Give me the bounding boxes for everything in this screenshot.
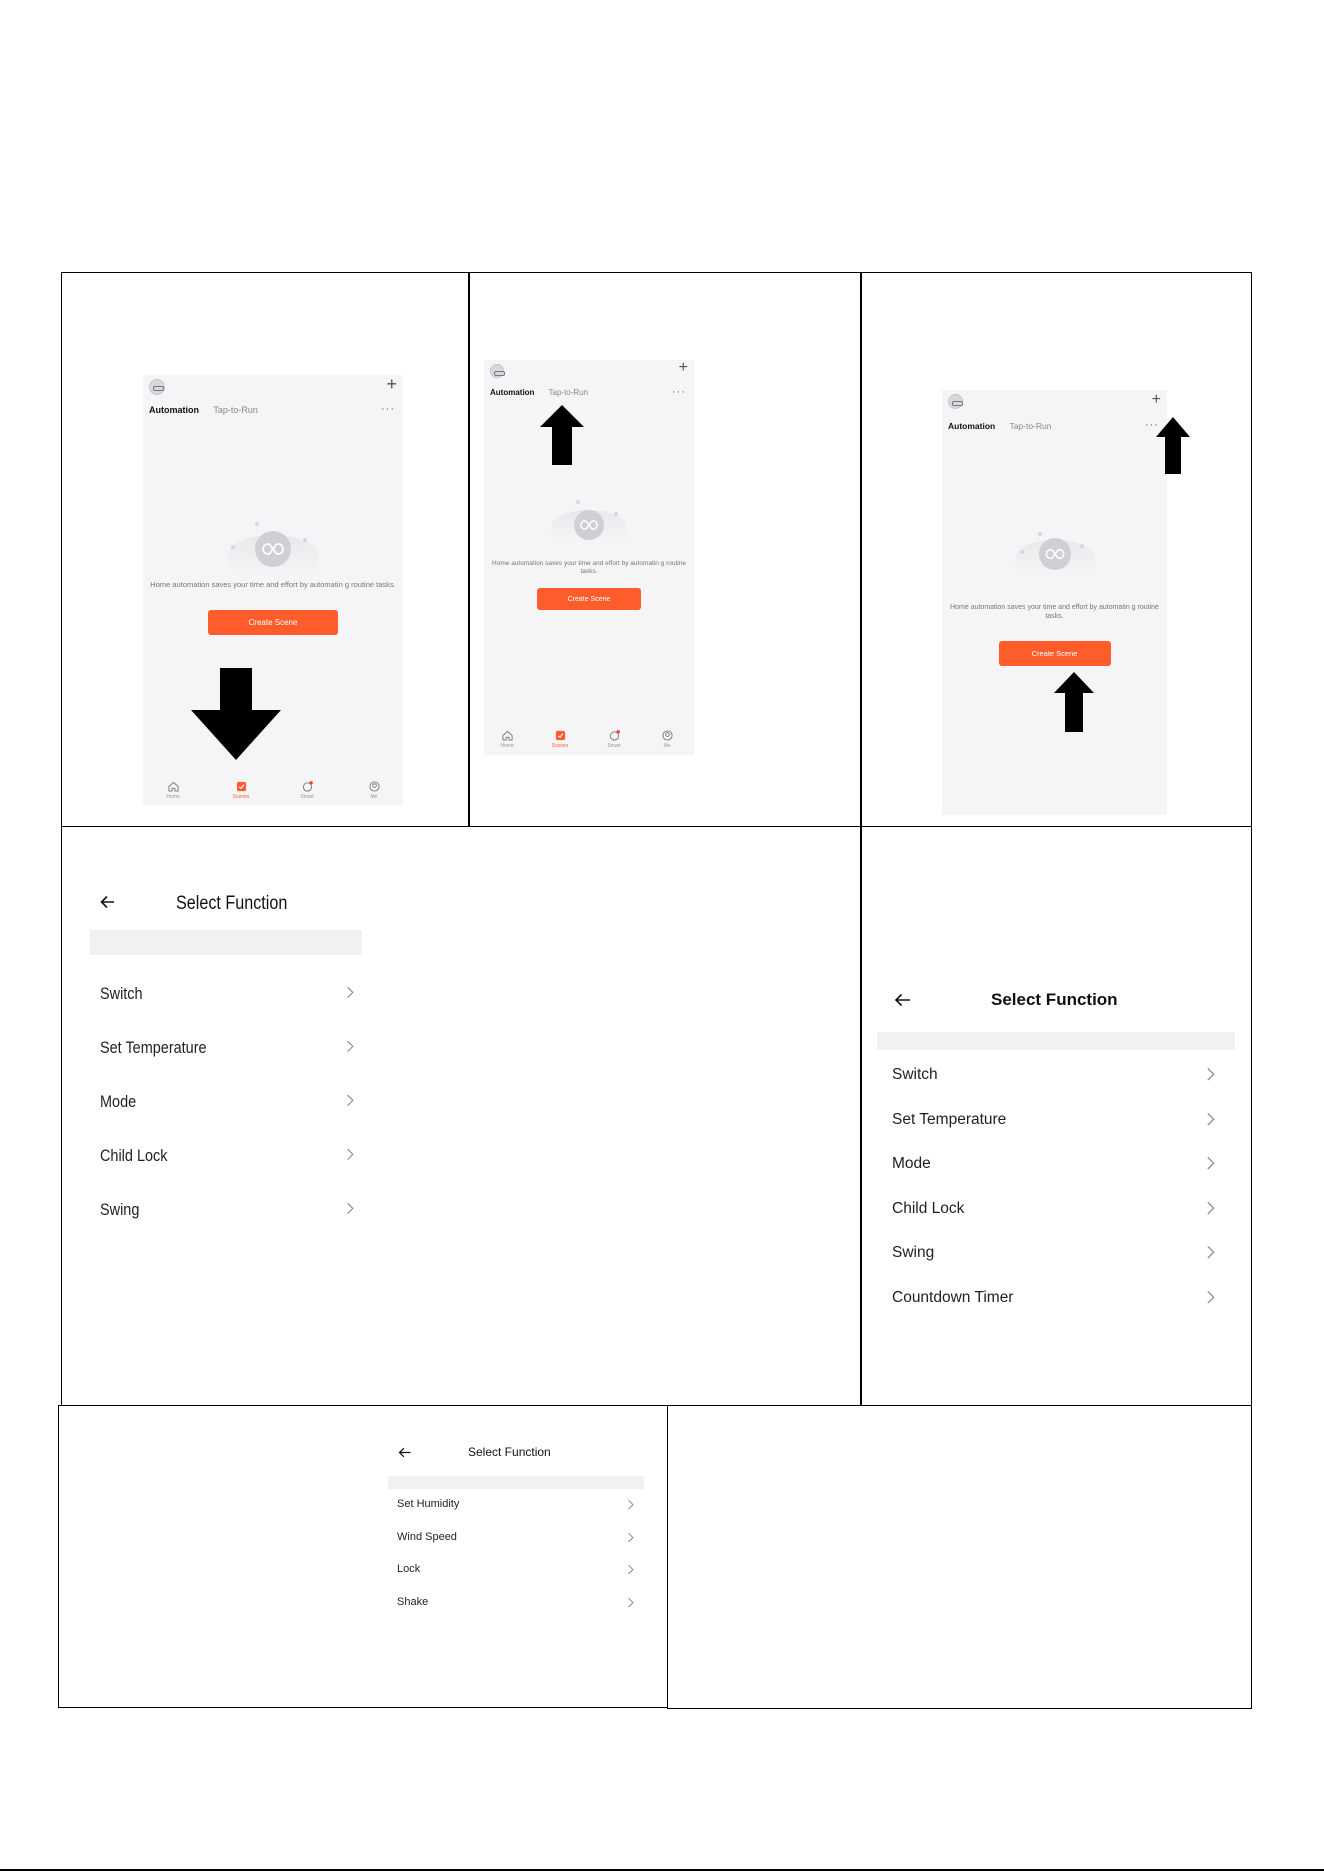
select-function-screen-c	[388, 1443, 644, 1633]
tab-automation[interactable]: Automation	[948, 421, 996, 431]
chevron-right-icon	[1206, 1156, 1215, 1170]
tab-automation[interactable]: Automation	[149, 405, 199, 415]
function-item-label: Shake	[397, 1595, 429, 1608]
chevron-right-icon	[346, 986, 354, 999]
add-icon[interactable]: +	[1151, 391, 1161, 408]
more-icon[interactable]: ···	[1145, 419, 1159, 431]
create-scene-button[interactable]: Create Scene	[537, 588, 641, 610]
scene-screen-3	[942, 390, 1167, 815]
function-item-label: Swing	[100, 1200, 140, 1219]
back-arrow-icon[interactable]	[100, 894, 116, 910]
bottom-rule	[0, 1869, 1324, 1871]
function-list-item[interactable]	[877, 1200, 1235, 1222]
empty-message: Home automation saves your time and effort by automatin g routine tasks.	[492, 560, 686, 576]
tab-automation[interactable]: Automation	[490, 388, 535, 397]
page-title: Select Function	[468, 1445, 551, 1459]
chevron-right-icon	[1206, 1067, 1215, 1081]
nav-home-label: Home	[500, 743, 514, 749]
chevron-right-icon	[1206, 1245, 1215, 1259]
chevron-right-icon	[627, 1532, 634, 1543]
arrow-up-icon	[540, 405, 584, 465]
function-item-label: Switch	[100, 984, 143, 1003]
nav-home[interactable]	[489, 730, 525, 749]
scenes-icon	[236, 781, 247, 792]
function-item-label: Mode	[100, 1092, 137, 1111]
more-icon[interactable]: ···	[672, 386, 686, 398]
function-list-item[interactable]	[388, 1531, 644, 1547]
automation-illustration-icon	[255, 531, 291, 567]
nav-home[interactable]	[155, 781, 191, 800]
back-arrow-icon[interactable]	[398, 1446, 412, 1459]
function-list-item[interactable]	[877, 1289, 1235, 1311]
function-item-label: Set Humidity	[397, 1498, 460, 1510]
function-list-item[interactable]	[388, 1498, 644, 1514]
chevron-right-icon	[346, 1148, 354, 1161]
nav-smart[interactable]	[596, 730, 632, 749]
add-icon[interactable]: +	[386, 375, 397, 394]
nav-scenes[interactable]	[223, 781, 259, 800]
function-list-item[interactable]	[90, 984, 362, 1008]
function-item-label: Switch	[892, 1066, 938, 1083]
home-icon	[168, 781, 179, 792]
arrow-down-icon	[191, 668, 281, 760]
bottom-nav	[143, 781, 403, 805]
automation-illustration-icon	[1039, 538, 1071, 570]
function-list-item[interactable]	[90, 1038, 362, 1062]
grid-row-3-right	[667, 1405, 1252, 1709]
home-icon	[502, 730, 513, 741]
create-scene-button[interactable]: Create Scene	[208, 610, 338, 635]
nav-me-label: Me	[663, 743, 671, 749]
function-item-label: Swing	[892, 1244, 935, 1261]
empty-message: Home automation saves your time and effort by automatin g routine tasks.	[950, 604, 1159, 621]
empty-message: Home automation saves your time and effort by automatin g routine tasks.	[150, 580, 396, 589]
bottom-nav	[484, 730, 694, 755]
function-item-label: Lock	[397, 1563, 421, 1575]
nav-scenes[interactable]	[542, 730, 578, 749]
function-list-item[interactable]	[388, 1596, 644, 1612]
function-item-label: Wind Speed	[397, 1530, 457, 1543]
function-list-item[interactable]	[877, 1111, 1235, 1133]
function-list-item[interactable]	[877, 1066, 1235, 1088]
function-list-item[interactable]	[877, 1244, 1235, 1266]
grid-divider-1	[468, 272, 470, 827]
nav-me[interactable]	[649, 730, 685, 749]
avatar[interactable]	[149, 379, 165, 395]
automation-illustration-icon	[574, 510, 604, 540]
nav-scenes-label: Scenes	[232, 794, 250, 800]
nav-me[interactable]	[356, 781, 392, 800]
illustration-dot	[576, 500, 580, 504]
smart-icon	[609, 730, 620, 741]
tab-tap-to-run[interactable]: Tap-to-Run	[548, 388, 589, 397]
me-icon	[369, 781, 380, 792]
scene-tabs	[149, 405, 258, 415]
scene-screen-2	[484, 360, 694, 755]
avatar[interactable]	[948, 394, 963, 409]
chevron-right-icon	[627, 1564, 634, 1575]
avatar[interactable]	[490, 364, 504, 378]
add-icon[interactable]: +	[678, 360, 688, 376]
function-item-label: Set Temperature	[892, 1110, 1007, 1128]
illustration-dot	[231, 545, 235, 549]
nav-home-label: Home	[166, 794, 180, 800]
function-item-label: Child Lock	[100, 1146, 168, 1165]
chevron-right-icon	[346, 1040, 354, 1053]
function-list-item[interactable]	[388, 1563, 644, 1579]
function-item-label: Set Temperature	[100, 1038, 207, 1057]
chevron-right-icon	[627, 1499, 634, 1510]
nav-smart-label: Smart	[607, 743, 621, 749]
function-item-label: Mode	[892, 1155, 931, 1172]
scene-tabs	[490, 388, 588, 397]
tab-tap-to-run[interactable]: Tap-to-Run	[213, 405, 258, 415]
smart-icon	[302, 781, 313, 792]
illustration-dot	[1038, 532, 1042, 536]
arrow-up-icon	[1156, 417, 1190, 474]
more-icon[interactable]: ···	[381, 403, 395, 415]
scenes-icon	[555, 730, 566, 741]
illustration-dot	[1020, 550, 1024, 554]
nav-me-label: Me	[370, 794, 378, 800]
chevron-right-icon	[1206, 1112, 1215, 1126]
function-list-item[interactable]	[90, 1200, 362, 1224]
create-scene-button[interactable]: Create Scene	[999, 641, 1111, 666]
me-icon	[662, 730, 673, 741]
section-band	[877, 1032, 1235, 1050]
chevron-right-icon	[346, 1202, 354, 1215]
back-arrow-icon[interactable]	[894, 992, 912, 1008]
tab-tap-to-run[interactable]: Tap-to-Run	[1009, 421, 1052, 431]
illustration-dot	[1080, 544, 1084, 548]
nav-scenes-label: Scenes	[551, 743, 569, 749]
function-list-item[interactable]	[90, 1146, 362, 1170]
chevron-right-icon	[1206, 1201, 1215, 1215]
chevron-right-icon	[346, 1094, 354, 1107]
chevron-right-icon	[1206, 1290, 1215, 1304]
nav-smart[interactable]	[289, 781, 325, 800]
page-title: Select Function	[991, 990, 1118, 1009]
function-item-label: Child Lock	[892, 1199, 965, 1217]
select-function-screen-a	[90, 880, 362, 1240]
illustration-dot	[255, 522, 259, 526]
page-title: Select Function	[176, 893, 288, 914]
function-item-label: Countdown Timer	[892, 1288, 1014, 1306]
section-band	[388, 1476, 644, 1489]
select-function-screen-b	[877, 982, 1235, 1312]
chevron-right-icon	[627, 1597, 634, 1608]
illustration-dot	[303, 538, 307, 542]
illustration-dot	[614, 512, 618, 516]
nav-smart-label: Smart	[300, 794, 314, 800]
section-band	[90, 930, 362, 955]
scene-tabs	[948, 421, 1052, 431]
function-list-item[interactable]	[90, 1092, 362, 1116]
function-list-item[interactable]	[877, 1155, 1235, 1177]
arrow-up-icon	[1054, 672, 1094, 732]
